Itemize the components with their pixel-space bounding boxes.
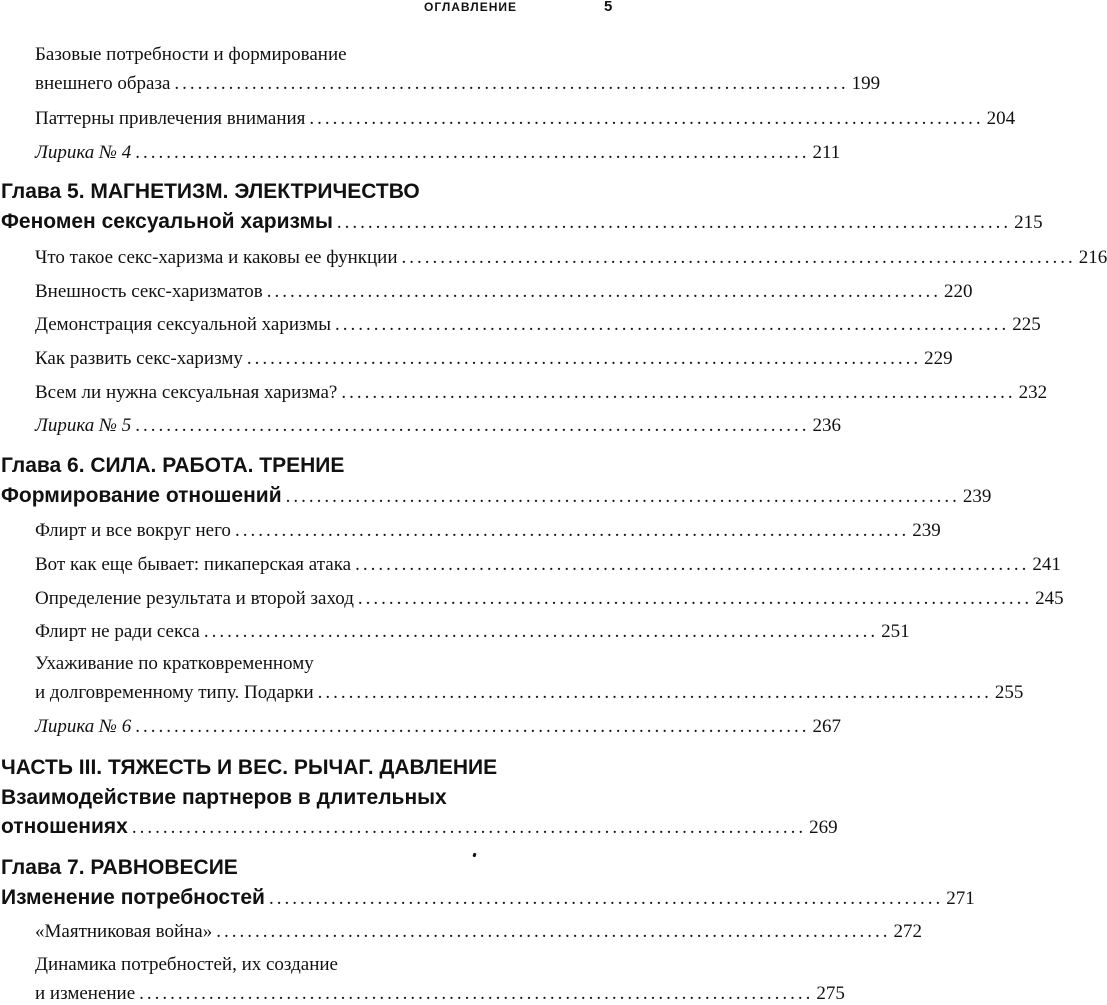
chapter-7-heading[interactable]	[1, 856, 540, 880]
leader-dots: .......................................................................................	[355, 554, 1030, 575]
toc-entry-text: «Маятниковая война»	[35, 921, 213, 942]
toc-entry-text: Ухаживание по кратковременному	[35, 653, 314, 674]
toc-page-number: 204	[986, 108, 1016, 129]
toc-entry-text: Внешность секс-харизматов	[35, 281, 263, 302]
page-number: 5	[604, 0, 613, 15]
toc-entry-text: Вот как еще бывает: пикаперская атака	[35, 554, 352, 575]
toc-entry-text: Флирт и все вокруг него	[35, 520, 231, 541]
toc-page-number: 232	[1018, 382, 1048, 403]
chapter-title: Глава 7. РАВНОВЕСИЕ	[1, 856, 238, 879]
toc-entry-everyone-needs[interactable]	[35, 382, 1048, 404]
leader-dots: .......................................................................................	[341, 382, 1016, 403]
toc-page-number: 220	[944, 281, 973, 302]
part-title: ЧАСТЬ III. ТЯЖЕСТЬ И ВЕС. РЫЧАГ. ДАВЛЕНИЕ	[1, 756, 498, 779]
toc-entry-needs-dynamics-cont[interactable]	[35, 983, 845, 1005]
toc-entry-pickup-attack[interactable]	[35, 554, 1061, 576]
toc-entry-attention-patterns[interactable]	[35, 108, 1016, 130]
toc-page-number: 245	[1035, 588, 1064, 609]
toc-entry-develop-charisma[interactable]	[35, 348, 953, 370]
leader-dots: .......................................................................................	[139, 983, 814, 1004]
toc-heading-text: отношениях	[1, 815, 128, 838]
toc-heading-text: Изменение потребностей	[1, 886, 265, 909]
toc-page-number: 211	[812, 142, 841, 163]
leader-dots: .......................................................................................	[266, 281, 942, 302]
toc-page-number: 251	[881, 621, 910, 642]
toc-entry-text: Флирт не ради секса	[35, 621, 200, 642]
toc-entry-appearance[interactable]	[35, 281, 973, 303]
toc-page-number: 269	[809, 817, 838, 838]
toc-entry-courtship-cont[interactable]	[35, 682, 1024, 704]
leader-dots: .......................................................................................	[401, 247, 1076, 268]
leader-dots: .......................................................................................	[203, 621, 879, 642]
leader-dots: .......................................................................................	[335, 314, 1010, 335]
toc-entry-pendulum-war[interactable]	[35, 921, 922, 943]
toc-entry-text: Что такое секс-харизма и каковы ее функции	[35, 247, 398, 268]
leader-dots: .......................................................................................	[216, 921, 891, 942]
toc-entry-text: Демонстрация сексуальной харизмы	[35, 314, 332, 335]
chapter-5-heading[interactable]	[1, 180, 540, 204]
part-3-heading[interactable]	[1, 756, 561, 780]
toc-page-number: 239	[962, 486, 992, 507]
toc-entry-text: и долговременному типу. Подарки	[35, 682, 314, 703]
toc-entry-text: Всем ли нужна сексуальная харизма?	[35, 382, 338, 403]
toc-entry-lyrics-6[interactable]	[35, 716, 841, 738]
toc-entry-text: Определение результата и второй заход	[35, 588, 354, 609]
leader-dots: .......................................................................................	[135, 142, 810, 163]
leader-dots: .......................................................................................	[246, 348, 922, 369]
toc-entry-text: Лирика № 5	[35, 415, 132, 436]
toc-entry-needs-dynamics[interactable]	[35, 954, 540, 976]
toc-entry-text: Лирика № 4	[35, 142, 132, 163]
chapter-title: Глава 6. СИЛА. РАБОТА. ТРЕНИЕ	[1, 454, 345, 477]
toc-heading-relationships[interactable]	[1, 484, 992, 508]
toc-page-number: 216	[1078, 247, 1107, 268]
toc-entry-lyrics-4[interactable]	[35, 142, 841, 164]
toc-page-number: 255	[994, 682, 1024, 703]
toc-page-number: 275	[816, 983, 845, 1004]
toc-page-number: 239	[912, 520, 941, 541]
toc-entry-text: Как развить секс-харизму	[35, 348, 243, 369]
toc-entry-text: и изменение	[35, 983, 136, 1004]
toc-page-number: 236	[812, 415, 841, 436]
leader-dots: .......................................................................................	[336, 212, 1012, 233]
toc-entry-demonstration[interactable]	[35, 314, 1041, 336]
toc-entry-flirt[interactable]	[35, 520, 941, 542]
toc-heading-sexual-charisma[interactable]	[1, 210, 1043, 234]
toc-entry-basic-needs[interactable]	[35, 44, 540, 66]
toc-entry-courtship[interactable]	[35, 653, 540, 675]
toc-entry-text: Лирика № 6	[35, 716, 132, 737]
leader-dots: .......................................................................................	[135, 716, 810, 737]
chapter-title: Глава 5. МАГНЕТИЗМ. ЭЛЕКТРИЧЕСТВО	[1, 180, 420, 203]
toc-entry-lyrics-5[interactable]	[35, 415, 841, 437]
toc-page-number: 199	[851, 73, 881, 94]
leader-dots: .......................................................................................	[268, 888, 944, 909]
toc-page-number: 241	[1032, 554, 1061, 575]
toc-entry-text: Динамика потребностей, их создание	[35, 954, 338, 975]
toc-heading-text: Взаимодействие партнеров в длительных	[1, 786, 447, 809]
leader-dots: .......................................................................................	[174, 73, 849, 94]
toc-page-number: 225	[1012, 314, 1041, 335]
leader-dots: .......................................................................................	[285, 486, 960, 507]
toc-page-number: 271	[946, 888, 975, 909]
toc-entry-text: внешнего образа	[35, 73, 171, 94]
toc-heading-text: Формирование отношений	[1, 484, 282, 507]
toc-entry-flirt-not-sex[interactable]	[35, 621, 910, 643]
toc-page-number: 272	[893, 921, 922, 942]
leader-dots: .......................................................................................	[357, 588, 1033, 609]
toc-entry-what-is-charisma[interactable]	[35, 247, 1107, 269]
toc-heading-text: Феномен сексуальной харизмы	[1, 210, 333, 233]
leader-dots: .......................................................................................	[135, 415, 810, 436]
toc-entry-result[interactable]	[35, 588, 1064, 610]
leader-dots: .......................................................................................	[131, 817, 807, 838]
leader-dots: .......................................................................................	[317, 682, 992, 703]
toc-page-number: 229	[924, 348, 953, 369]
toc-heading-partner-interaction[interactable]	[1, 786, 540, 810]
toc-page-number: 267	[812, 716, 841, 737]
leader-dots: .......................................................................................	[309, 108, 984, 129]
leader-dots: .......................................................................................	[234, 520, 910, 541]
toc-entry-text: Базовые потребности и формирование	[35, 44, 347, 65]
running-head: ОГЛАВЛЕНИЕ	[424, 0, 518, 14]
toc-page-number: 215	[1014, 212, 1043, 233]
toc-entry-basic-needs-cont[interactable]	[35, 73, 881, 95]
toc-heading-partner-interaction-cont[interactable]	[1, 815, 838, 839]
chapter-6-heading[interactable]	[1, 454, 540, 478]
toc-entry-text: Паттерны привлечения внимания	[35, 108, 306, 129]
toc-heading-needs-change[interactable]	[1, 886, 975, 910]
